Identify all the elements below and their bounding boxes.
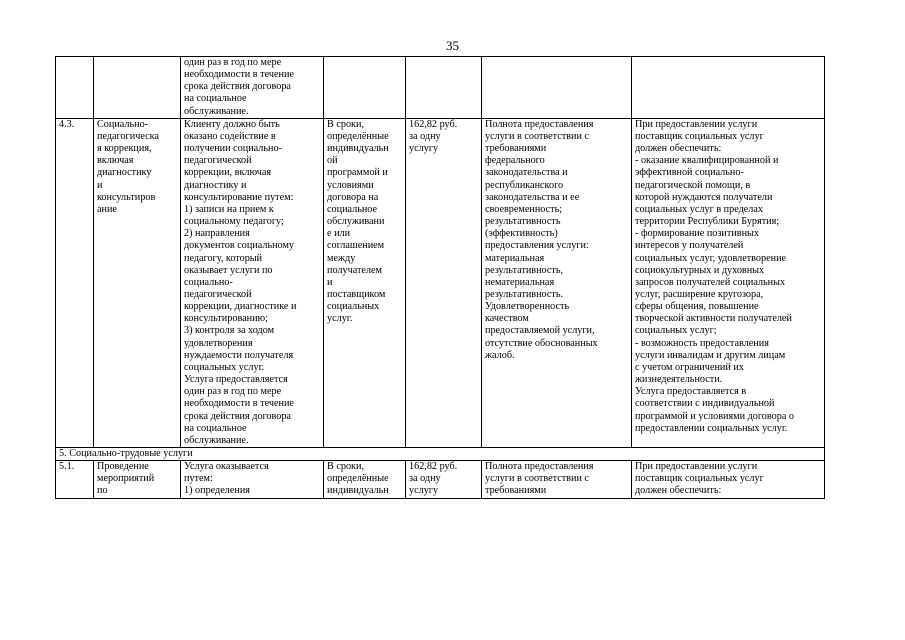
text-line: поставщик социальных услуг — [635, 473, 764, 485]
text-line: Клиенту должно быть — [184, 118, 280, 130]
text-line: Полнота предоставления — [485, 118, 594, 130]
text-line: социально- — [184, 276, 233, 288]
text-line: предоставления услуги: — [485, 240, 589, 252]
cell-quality — [482, 118, 632, 447]
text-line: социальных — [327, 301, 380, 313]
text-line: При предоставлении услуги — [635, 118, 758, 130]
text-line: результативность — [485, 216, 561, 228]
text-line: 1) определения — [184, 485, 250, 497]
cell-terms — [324, 461, 406, 498]
cell-num: 5.1. — [56, 461, 94, 498]
text-line: за одну — [409, 130, 441, 142]
text-line: В сроки, — [327, 118, 364, 130]
cell-quality — [482, 461, 632, 498]
text-line: индивидуальн — [327, 143, 389, 155]
text-line: услугу — [409, 485, 439, 497]
cell-terms — [324, 118, 406, 447]
text-line: которой нуждаются получатели — [635, 191, 773, 203]
text-line: социальных услуг. — [184, 361, 265, 373]
text-line: ание — [97, 203, 117, 215]
text-line: результативность, — [485, 264, 564, 276]
section-heading-row — [56, 448, 825, 461]
text-line: удовлетворения — [184, 337, 253, 349]
text-line: услугу — [409, 143, 439, 155]
text-line: своевременность; — [485, 203, 563, 215]
cell-num: 4.3. — [56, 118, 94, 447]
text-line: творческой активности получателей — [635, 313, 792, 325]
text-line: консультированию; — [184, 313, 268, 325]
cell-description — [181, 118, 324, 447]
page-number: 35 — [446, 38, 459, 53]
text-line: Услуга предоставляется в — [635, 386, 747, 398]
text-line: с учетом ограничений их — [635, 361, 744, 373]
text-line: е или — [327, 228, 351, 240]
text-line: результативность. — [485, 288, 564, 300]
text-line: материальная — [485, 252, 545, 264]
text-line: услуг, расширение кругозора, — [635, 288, 764, 300]
cell-quality — [482, 57, 632, 119]
text-line: социальному педагогу; — [184, 216, 284, 228]
cell-terms — [324, 57, 406, 119]
text-line: территории Республики Бурятия; — [635, 216, 780, 228]
text-line: педагогическа — [97, 130, 159, 142]
text-line: В сроки, — [327, 461, 364, 473]
text-line: Проведение — [97, 461, 149, 473]
text-line: программой и — [327, 167, 388, 179]
text-line: услуги инвалидам и другим лицам — [635, 349, 786, 361]
text-line: социальное — [327, 203, 378, 215]
text-line: нематериальная — [485, 276, 555, 288]
table-row-5-1 — [56, 461, 825, 498]
text-line: услуг. — [327, 313, 353, 325]
text-line: должен обеспечить: — [635, 485, 722, 497]
text-line: услуги в соответствии с — [485, 473, 589, 485]
cell-name — [94, 57, 181, 119]
text-line: законодательства и ее — [485, 191, 580, 203]
text-line: социальных услуг; — [635, 325, 717, 337]
table-row-4-3 — [56, 118, 825, 447]
text-line: (эффективность) — [485, 228, 558, 240]
text-line: требованиями — [485, 485, 547, 497]
cell-price — [406, 118, 482, 447]
text-line: один раз в год по мере — [184, 57, 282, 68]
text-line: должен обеспечить: — [635, 143, 722, 155]
text-line: документов социальному — [184, 240, 294, 252]
text-line: поставщиком — [327, 288, 386, 300]
text-line: соответствии с индивидуальной — [635, 398, 775, 410]
cell-description — [181, 461, 324, 498]
table-row-continuation — [56, 57, 825, 119]
text-line: один раз в год по мере — [184, 386, 282, 398]
text-line: социальных услуг в пределах — [635, 203, 764, 215]
services-table — [55, 56, 825, 499]
text-line: Услуга оказывается — [184, 461, 269, 473]
text-line: необходимости в течение — [184, 69, 294, 81]
text-line: консультиров — [97, 191, 156, 203]
text-line: определённые — [327, 130, 389, 142]
text-line: оказано содействие в — [184, 130, 276, 142]
text-line: 1) записи на прием к — [184, 203, 274, 215]
text-line: запросов получателей социальных — [635, 276, 786, 288]
text-line: мероприятий — [97, 473, 155, 485]
text-line: индивидуальн — [327, 485, 389, 497]
text-line: При предоставлении услуги — [635, 461, 758, 473]
text-line: интересов у получателей — [635, 240, 744, 252]
text-line: - формирование позитивных — [635, 228, 759, 240]
text-line: 162,82 руб. — [409, 461, 458, 473]
text-line: включая — [97, 155, 134, 167]
text-line: я коррекция, — [97, 143, 152, 155]
text-line: отсутствие обоснованных — [485, 337, 598, 349]
text-line: на социальное — [184, 93, 247, 105]
cell-conditions — [632, 461, 825, 498]
text-line: Полнота предоставления — [485, 461, 594, 473]
text-line: обслуживани — [327, 216, 385, 228]
text-line: ой — [327, 155, 338, 167]
text-line: условиями — [327, 179, 374, 191]
text-line: обслуживание. — [184, 105, 249, 117]
text-line: предоставляемой услуги, — [485, 325, 595, 337]
text-line: и — [97, 179, 103, 191]
text-line: Услуга предоставляется — [184, 374, 288, 386]
text-line: педагогической помощи, в — [635, 179, 751, 191]
text-line: республиканского — [485, 179, 564, 191]
text-line: за одну — [409, 473, 441, 485]
text-line: Социально- — [97, 118, 149, 130]
text-line: законодательства и — [485, 167, 568, 179]
cell-description — [181, 57, 324, 119]
text-line: - оказание квалифицированной и — [635, 155, 779, 167]
text-line: соглашением — [327, 240, 385, 252]
text-line: жизнедеятельности. — [635, 374, 723, 386]
text-line: между — [327, 252, 356, 264]
text-line: требованиями — [485, 143, 547, 155]
text-line: по — [97, 485, 108, 497]
text-line: услуги в соответствии с — [485, 130, 589, 142]
text-line: федерального — [485, 155, 545, 167]
text-line: - возможность предоставления — [635, 337, 769, 349]
text-line: качеством — [485, 313, 529, 325]
text-line: определённые — [327, 473, 389, 485]
text-line: поставщик социальных услуг — [635, 130, 764, 142]
text-line: необходимости в течение — [184, 398, 294, 410]
text-line: социальных услуг, удовлетворение — [635, 252, 787, 264]
text-line: оказывает услуги по — [184, 264, 273, 276]
cell-name — [94, 118, 181, 447]
text-line: 3) контроля за ходом — [184, 325, 275, 337]
text-line: педагогу, который — [184, 252, 263, 264]
text-line: педагогической — [184, 155, 252, 167]
text-line: эффективной социально- — [635, 167, 744, 179]
text-line: получателем — [327, 264, 382, 276]
cell-num — [56, 57, 94, 119]
cell-price — [406, 57, 482, 119]
text-line: и — [327, 276, 333, 288]
text-line: консультирование путем: — [184, 191, 294, 203]
cell-conditions — [632, 57, 825, 119]
text-line: диагностику — [97, 167, 152, 179]
text-line: программой и условиями договора о — [635, 410, 794, 422]
text-line: обслуживание. — [184, 434, 249, 446]
text-line: социокультурных и духовных — [635, 264, 765, 276]
text-line: 2) направления — [184, 228, 250, 240]
text-line: жалоб. — [485, 349, 515, 361]
text-line: коррекции, включая — [184, 167, 272, 179]
text-line: сферы общения, повышение — [635, 301, 759, 313]
text-line: путем: — [184, 473, 213, 485]
text-line: 162,82 руб. — [409, 118, 458, 130]
text-line: педагогической — [184, 288, 252, 300]
text-line: коррекции, диагностике и — [184, 301, 297, 313]
text-line: Удовлетворенность — [485, 301, 570, 313]
cell-name — [94, 461, 181, 498]
text-line: срока действия договора — [184, 410, 291, 422]
text-line: диагностику и — [184, 179, 247, 191]
text-line: срока действия договора — [184, 81, 291, 93]
text-line: на социальное — [184, 422, 247, 434]
text-line: нуждаемости получателя — [184, 349, 294, 361]
text-line: получении социально- — [184, 143, 282, 155]
cell-price — [406, 461, 482, 498]
section-title: 5. Социально-трудовые услуги — [56, 448, 825, 461]
cell-conditions — [632, 118, 825, 447]
text-line: договора на — [327, 191, 379, 203]
text-line: предоставлении социальных услуг. — [635, 422, 788, 434]
